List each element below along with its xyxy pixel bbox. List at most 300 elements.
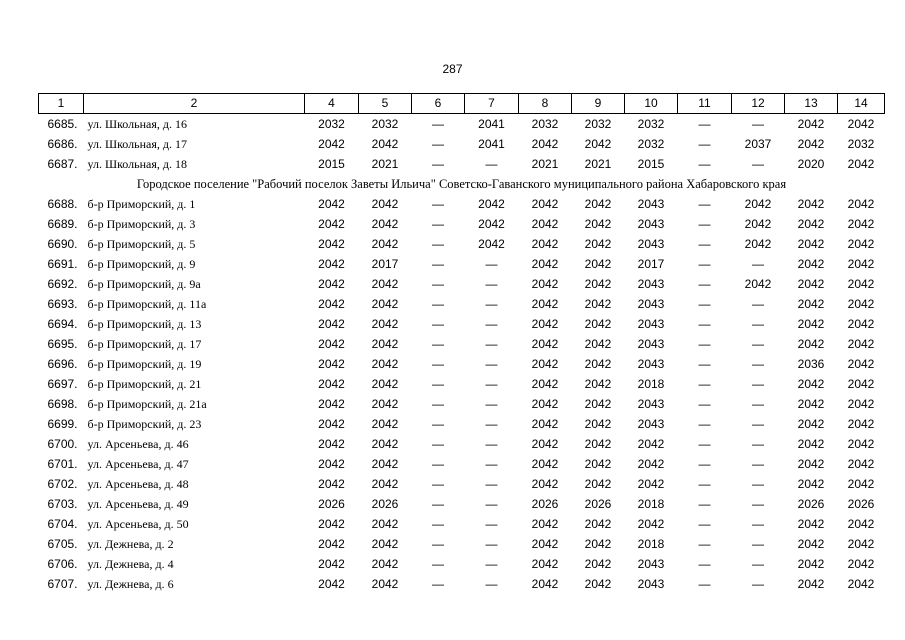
year-cell: 2042 <box>531 397 559 411</box>
year-cell: 2042 <box>531 277 559 291</box>
data-table <box>38 93 885 594</box>
row-number: 6688. <box>47 197 78 211</box>
year-cell: 2042 <box>531 557 559 571</box>
year-cell: — <box>432 497 444 511</box>
year-cell: 2042 <box>847 417 875 431</box>
year-cell: 2021 <box>584 157 612 171</box>
year-cell: 2015 <box>637 157 665 171</box>
table-row <box>39 254 885 274</box>
year-cell: — <box>432 557 444 571</box>
year-cell: — <box>698 277 711 291</box>
address-cell: б-р Приморский, д. 3 <box>87 217 196 231</box>
address-cell: ул. Арсеньева, д. 47 <box>87 457 189 471</box>
year-cell: 2042 <box>847 197 875 211</box>
year-cell: 2042 <box>371 357 399 371</box>
address-cell: ул. Арсеньева, д. 46 <box>87 437 189 451</box>
year-cell: 2042 <box>584 417 612 431</box>
year-cell: 2042 <box>797 137 825 151</box>
year-cell: 2032 <box>847 137 875 151</box>
year-cell: 2042 <box>318 577 345 591</box>
year-cell: 2042 <box>637 457 665 471</box>
year-cell: — <box>485 577 498 591</box>
address-cell: ул. Арсеньева, д. 49 <box>87 497 189 511</box>
row-number: 6695. <box>47 337 78 351</box>
address-cell: ул. Школьная, д. 17 <box>87 137 187 151</box>
year-cell: 2042 <box>478 217 505 231</box>
year-cell: — <box>432 417 444 431</box>
year-cell: — <box>485 497 498 511</box>
year-cell: 2042 <box>371 417 399 431</box>
year-cell: 2026 <box>584 497 612 511</box>
year-cell: 2042 <box>584 317 612 331</box>
year-cell: — <box>432 237 444 251</box>
year-cell: 2042 <box>584 357 612 371</box>
year-cell: 2042 <box>797 457 825 471</box>
year-cell: 2042 <box>371 377 399 391</box>
column-header: 5 <box>359 94 412 114</box>
year-cell: — <box>698 257 711 271</box>
column-header: 12 <box>732 94 785 114</box>
year-cell: 2032 <box>371 117 399 131</box>
table-row <box>39 574 885 594</box>
year-cell: — <box>752 297 764 311</box>
year-cell: 2042 <box>637 517 665 531</box>
address-cell: б-р Приморский, д. 21а <box>87 397 207 411</box>
year-cell: 2042 <box>847 557 875 571</box>
row-number: 6702. <box>47 477 78 491</box>
year-cell: — <box>698 117 711 131</box>
year-cell: — <box>752 577 764 591</box>
year-cell: — <box>432 157 444 171</box>
year-cell: 2042 <box>584 457 612 471</box>
year-cell: 2042 <box>318 477 345 491</box>
row-number: 6698. <box>47 397 78 411</box>
year-cell: — <box>752 157 764 171</box>
year-cell: — <box>485 397 498 411</box>
table-row <box>39 454 885 474</box>
year-cell: — <box>432 437 444 451</box>
year-cell: — <box>698 317 711 331</box>
year-cell: 2042 <box>318 417 345 431</box>
year-cell: — <box>485 537 498 551</box>
row-number: 6701. <box>47 457 78 471</box>
table-row <box>39 154 885 174</box>
year-cell: 2042 <box>847 237 875 251</box>
table-row <box>39 114 885 135</box>
year-cell: — <box>432 337 444 351</box>
address-cell: б-р Приморский, д. 21 <box>87 377 202 391</box>
year-cell: — <box>485 417 498 431</box>
column-header: 13 <box>785 94 838 114</box>
year-cell: — <box>432 357 444 371</box>
year-cell: 2043 <box>637 317 665 331</box>
year-cell: 2017 <box>637 257 665 271</box>
year-cell: 2042 <box>318 337 345 351</box>
year-cell: 2042 <box>318 377 345 391</box>
year-cell: 2042 <box>637 477 665 491</box>
year-cell: 2042 <box>531 337 559 351</box>
year-cell: 2042 <box>371 577 399 591</box>
year-cell: 2042 <box>531 137 559 151</box>
column-header: 10 <box>625 94 678 114</box>
table-row <box>39 134 885 154</box>
year-cell: 2042 <box>847 337 875 351</box>
year-cell: 2042 <box>744 277 772 291</box>
year-cell: — <box>485 557 498 571</box>
year-cell: — <box>698 477 711 491</box>
year-cell: — <box>432 217 444 231</box>
address-cell: б-р Приморский, д. 11а <box>87 297 207 311</box>
year-cell: 2042 <box>584 137 612 151</box>
page-number: 287 <box>442 62 463 76</box>
row-number: 6686. <box>47 137 78 151</box>
year-cell: 2042 <box>847 117 875 131</box>
address-cell: б-р Приморский, д. 9а <box>87 277 201 291</box>
year-cell: 2042 <box>318 537 345 551</box>
year-cell: 2042 <box>584 277 612 291</box>
table-row <box>39 414 885 434</box>
year-cell: 2042 <box>797 217 825 231</box>
year-cell: — <box>752 317 764 331</box>
year-cell: — <box>485 457 498 471</box>
year-cell: — <box>485 157 498 171</box>
year-cell: — <box>752 457 764 471</box>
year-cell: — <box>432 537 444 551</box>
year-cell: 2042 <box>797 277 825 291</box>
year-cell: 2042 <box>371 477 399 491</box>
year-cell: — <box>698 517 711 531</box>
row-number: 6703. <box>47 497 78 511</box>
year-cell: 2043 <box>637 557 665 571</box>
year-cell: — <box>485 477 498 491</box>
year-cell: 2042 <box>531 217 559 231</box>
year-cell: 2042 <box>531 357 559 371</box>
year-cell: 2042 <box>797 197 825 211</box>
year-cell: 2042 <box>584 297 612 311</box>
address-cell: б-р Приморский, д. 5 <box>87 237 196 251</box>
year-cell: 2043 <box>637 277 665 291</box>
year-cell: 2042 <box>797 517 825 531</box>
table-row <box>39 294 885 314</box>
year-cell: — <box>432 197 444 211</box>
year-cell: — <box>432 397 444 411</box>
year-cell: 2042 <box>318 257 345 271</box>
year-cell: 2042 <box>371 217 399 231</box>
year-cell: 2042 <box>797 337 825 351</box>
year-cell: 2042 <box>371 197 399 211</box>
year-cell: 2026 <box>371 497 399 511</box>
year-cell: 2018 <box>637 497 665 511</box>
row-number: 6691. <box>47 257 78 271</box>
year-cell: 2042 <box>584 337 612 351</box>
year-cell: 2042 <box>318 517 345 531</box>
column-header: 11 <box>678 94 732 114</box>
year-cell: 2042 <box>318 317 345 331</box>
year-cell: — <box>485 517 498 531</box>
year-cell: 2042 <box>797 537 825 551</box>
row-number: 6699. <box>47 417 78 431</box>
year-cell: 2042 <box>847 577 875 591</box>
section-heading-row <box>39 174 885 194</box>
year-cell: — <box>432 257 444 271</box>
year-cell: 2043 <box>637 197 665 211</box>
year-cell: 2015 <box>318 157 345 171</box>
address-cell: б-р Приморский, д. 1 <box>87 197 196 211</box>
year-cell: — <box>752 477 764 491</box>
year-cell: 2042 <box>531 377 559 391</box>
column-header: 8 <box>519 94 572 114</box>
address-cell: ул. Школьная, д. 18 <box>87 157 187 171</box>
year-cell: 2032 <box>637 117 665 131</box>
column-header: 14 <box>838 94 885 114</box>
year-cell: — <box>485 317 498 331</box>
year-cell: — <box>485 297 498 311</box>
address-cell: ул. Дежнева, д. 2 <box>87 537 174 551</box>
year-cell: — <box>752 397 764 411</box>
address-cell: б-р Приморский, д. 13 <box>87 317 202 331</box>
address-cell: б-р Приморский, д. 17 <box>87 337 202 351</box>
year-cell: — <box>752 357 764 371</box>
year-cell: 2042 <box>584 517 612 531</box>
year-cell: — <box>752 557 764 571</box>
address-cell: ул. Арсеньева, д. 48 <box>87 477 189 491</box>
address-cell: б-р Приморский, д. 19 <box>87 357 202 371</box>
year-cell: 2042 <box>847 217 875 231</box>
row-number: 6694. <box>47 317 78 331</box>
year-cell: 2032 <box>531 117 559 131</box>
year-cell: 2042 <box>847 277 875 291</box>
year-cell: 2042 <box>531 237 559 251</box>
year-cell: — <box>432 457 444 471</box>
year-cell: — <box>698 577 711 591</box>
year-cell: — <box>698 397 711 411</box>
table-row <box>39 534 885 554</box>
year-cell: 2042 <box>797 417 825 431</box>
section-heading: Городское поселение "Рабочий поселок Заветы Ильича" Советско-Гаванского муниципального района Хабаровского края <box>136 177 787 191</box>
year-cell: 2042 <box>797 577 825 591</box>
year-cell: 2042 <box>531 317 559 331</box>
year-cell: 2042 <box>478 237 505 251</box>
table-row <box>39 394 885 414</box>
year-cell: — <box>485 277 498 291</box>
year-cell: 2043 <box>637 337 665 351</box>
year-cell: — <box>698 497 711 511</box>
year-cell: 2042 <box>371 297 399 311</box>
year-cell: — <box>752 517 764 531</box>
row-number: 6690. <box>47 237 78 251</box>
year-cell: 2042 <box>371 517 399 531</box>
column-header: 4 <box>305 94 359 114</box>
year-cell: 2032 <box>584 117 612 131</box>
year-cell: 2042 <box>318 197 345 211</box>
year-cell: 2042 <box>318 357 345 371</box>
table-row <box>39 554 885 574</box>
year-cell: 2042 <box>371 137 399 151</box>
year-cell: 2042 <box>371 397 399 411</box>
year-cell: — <box>432 297 444 311</box>
row-number: 6697. <box>47 377 78 391</box>
year-cell: — <box>485 257 498 271</box>
year-cell: 2043 <box>637 217 665 231</box>
year-cell: 2042 <box>584 477 612 491</box>
year-cell: — <box>752 537 764 551</box>
year-cell: 2042 <box>847 377 875 391</box>
year-cell: 2042 <box>847 157 875 171</box>
year-cell: 2042 <box>371 457 399 471</box>
table-row <box>39 234 885 254</box>
year-cell: 2043 <box>637 237 665 251</box>
address-cell: ул. Дежнева, д. 4 <box>87 557 174 571</box>
year-cell: 2037 <box>744 137 772 151</box>
year-cell: — <box>698 557 711 571</box>
row-number: 6685. <box>47 117 78 131</box>
table-row <box>39 354 885 374</box>
year-cell: — <box>698 337 711 351</box>
year-cell: 2042 <box>797 557 825 571</box>
year-cell: — <box>698 417 711 431</box>
year-cell: 2042 <box>531 417 559 431</box>
year-cell: 2042 <box>584 437 612 451</box>
year-cell: 2042 <box>531 517 559 531</box>
year-cell: 2042 <box>637 437 665 451</box>
year-cell: 2042 <box>847 257 875 271</box>
year-cell: 2042 <box>847 297 875 311</box>
year-cell: 2042 <box>797 377 825 391</box>
year-cell: 2042 <box>318 277 345 291</box>
year-cell: 2041 <box>478 137 505 151</box>
year-cell: 2042 <box>744 237 772 251</box>
year-cell: — <box>432 117 444 131</box>
year-cell: 2042 <box>797 257 825 271</box>
row-number: 6692. <box>47 277 78 291</box>
table-row <box>39 434 885 454</box>
year-cell: 2042 <box>847 537 875 551</box>
year-cell: 2032 <box>318 117 345 131</box>
year-cell: 2042 <box>797 237 825 251</box>
column-header: 7 <box>465 94 519 114</box>
year-cell: 2042 <box>584 217 612 231</box>
address-cell: ул. Дежнева, д. 6 <box>87 577 174 591</box>
year-cell: — <box>752 437 764 451</box>
year-cell: 2042 <box>371 537 399 551</box>
year-cell: — <box>698 537 711 551</box>
table-header-row <box>39 94 885 114</box>
year-cell: 2042 <box>584 557 612 571</box>
year-cell: 2042 <box>847 477 875 491</box>
year-cell: — <box>698 197 711 211</box>
year-cell: 2043 <box>637 397 665 411</box>
year-cell: 2042 <box>847 517 875 531</box>
row-number: 6689. <box>47 217 78 231</box>
year-cell: 2042 <box>478 197 505 211</box>
year-cell: — <box>698 297 711 311</box>
year-cell: 2042 <box>797 117 825 131</box>
year-cell: 2026 <box>531 497 559 511</box>
address-cell: б-р Приморский, д. 9 <box>87 257 196 271</box>
year-cell: 2042 <box>744 217 772 231</box>
column-header: 2 <box>84 94 305 114</box>
table-row <box>39 214 885 234</box>
year-cell: — <box>432 577 444 591</box>
year-cell: 2042 <box>371 277 399 291</box>
year-cell: 2042 <box>847 317 875 331</box>
column-header: 9 <box>572 94 625 114</box>
year-cell: 2042 <box>847 457 875 471</box>
year-cell: 2042 <box>318 397 345 411</box>
year-cell: 2043 <box>637 357 665 371</box>
year-cell: — <box>698 437 711 451</box>
year-cell: 2042 <box>318 237 345 251</box>
year-cell: 2021 <box>371 157 399 171</box>
year-cell: 2042 <box>371 317 399 331</box>
year-cell: — <box>698 237 711 251</box>
year-cell: 2018 <box>637 377 665 391</box>
year-cell: 2043 <box>637 417 665 431</box>
year-cell: — <box>432 277 444 291</box>
year-cell: 2026 <box>847 497 875 511</box>
year-cell: — <box>485 437 498 451</box>
year-cell: 2042 <box>531 297 559 311</box>
year-cell: 2042 <box>584 577 612 591</box>
row-number: 6705. <box>47 537 78 551</box>
year-cell: 2021 <box>531 157 559 171</box>
year-cell: — <box>698 137 711 151</box>
year-cell: 2042 <box>847 397 875 411</box>
table-row <box>39 374 885 394</box>
year-cell: — <box>432 377 444 391</box>
table-row <box>39 334 885 354</box>
year-cell: 2042 <box>584 397 612 411</box>
year-cell: 2036 <box>797 357 825 371</box>
year-cell: — <box>752 257 764 271</box>
year-cell: 2042 <box>318 557 345 571</box>
year-cell: — <box>485 337 498 351</box>
year-cell: 2042 <box>371 437 399 451</box>
year-cell: 2017 <box>371 257 399 271</box>
table-row <box>39 194 885 214</box>
year-cell: 2042 <box>847 357 875 371</box>
year-cell: 2042 <box>531 537 559 551</box>
year-cell: 2042 <box>744 197 772 211</box>
year-cell: 2042 <box>318 297 345 311</box>
year-cell: 2042 <box>318 437 345 451</box>
year-cell: 2042 <box>318 137 345 151</box>
year-cell: 2042 <box>531 477 559 491</box>
year-cell: 2042 <box>584 197 612 211</box>
year-cell: 2042 <box>847 437 875 451</box>
address-cell: ул. Школьная, д. 16 <box>87 117 187 131</box>
year-cell: — <box>432 477 444 491</box>
year-cell: 2042 <box>584 257 612 271</box>
year-cell: — <box>432 517 444 531</box>
year-cell: — <box>698 377 711 391</box>
address-cell: б-р Приморский, д. 23 <box>87 417 202 431</box>
row-number: 6706. <box>47 557 78 571</box>
year-cell: — <box>752 417 764 431</box>
column-header: 6 <box>412 94 465 114</box>
year-cell: 2042 <box>371 557 399 571</box>
year-cell: — <box>485 377 498 391</box>
year-cell: — <box>698 357 711 371</box>
year-cell: — <box>752 117 764 131</box>
row-number: 6687. <box>47 157 78 171</box>
year-cell: 2042 <box>584 537 612 551</box>
year-cell: 2020 <box>797 157 825 171</box>
year-cell: — <box>698 157 711 171</box>
year-cell: 2042 <box>531 437 559 451</box>
year-cell: 2042 <box>797 317 825 331</box>
row-number: 6704. <box>47 517 78 531</box>
